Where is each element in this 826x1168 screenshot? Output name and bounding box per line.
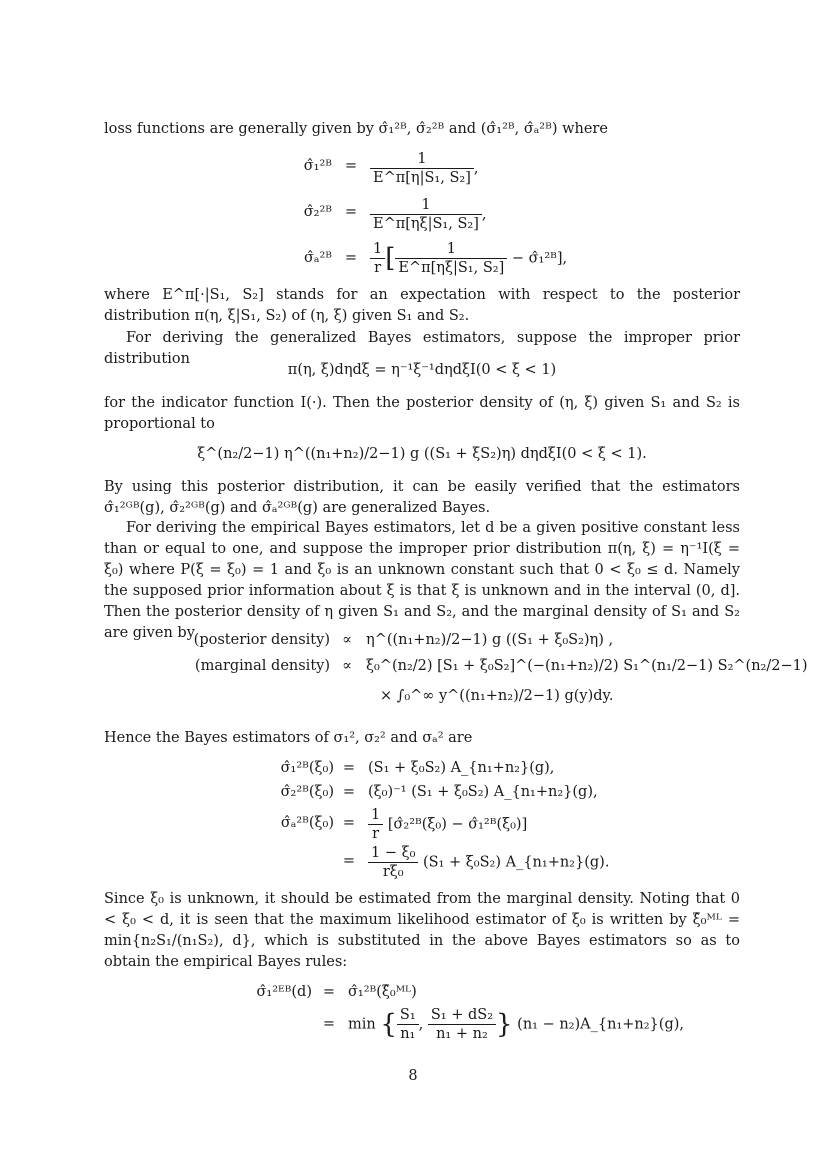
eq1-lhs-3: σ̂ₐ²ᴮ	[303, 250, 332, 266]
eq4-lhs-2: (marginal density)	[194, 658, 330, 674]
eq5-rel-3: =	[342, 815, 356, 831]
eq1-den-1: E^π[η|S₁, S₂]	[373, 170, 471, 186]
eq5-num-4: 1 − ξ₀	[368, 844, 418, 863]
eq5-lhs-1: σ̂₁²ᴮ(ξ₀)	[280, 760, 334, 776]
eq6-rhs-1: σ̂₁²ᴮ(ξ̂₀ᴹᴸ)	[348, 984, 417, 1000]
eq1-num-3: 1	[395, 240, 507, 259]
eq5-lhs-2: σ̂₂²ᴮ(ξ₀)	[280, 784, 334, 800]
eq1-rel-2: =	[344, 204, 358, 220]
eq6-rel-2: =	[322, 1016, 336, 1032]
eq1-den-2: E^π[ηξ|S₁, S₂]	[373, 216, 479, 232]
eq1-tail-1: ,	[473, 160, 479, 177]
eq6-min: min	[348, 1016, 376, 1033]
eq6-den-2: n₁ + n₂	[436, 1026, 488, 1042]
eq1-lhs-2: σ̂₂²ᴮ	[303, 204, 332, 220]
eq5-rhs-3: [σ̂₂²ᴮ(ξ₀) − σ̂₁²ᴮ(ξ₀)]	[387, 816, 528, 833]
eq1-num-2: 1	[370, 196, 482, 215]
eq5-lhs-3: σ̂ₐ²ᴮ(ξ₀)	[280, 815, 334, 831]
eq5-rhs-2: (ξ₀)⁻¹ (S₁ + ξ₀S₂) A_{n₁+n₂}(g),	[368, 784, 598, 800]
equation-posterior-proportional: ξ^(n₂/2−1) η^((n₁+n₂)/2−1) g ((S₁ + ξS₂)η) dηdξI(0 < ξ < 1).	[197, 446, 647, 462]
paragraph-hence-bayes: Hence the Bayes estimators of σ₁², σ₂² and σₐ² are	[104, 730, 473, 746]
paragraph-empirical-bayes: For deriving the empirical Bayes estimators, let d be a given positive constant less than or equal to one, and suppose the improper prior distribution π(η, ξ) = η⁻¹I(ξ = ξ₀) where P(ξ = ξ₀) = 1 and ξ₀ is an unknown constant such that 0 < ξ₀ ≤ d. Namely the supposed prior information about ξ is that ξ is unknown and in the interval (0, d]. Then the posterior density of η given S₁ and S₂, and the marginal density of S₁ and S₂ are given by	[104, 520, 740, 641]
eq5-rel-1: =	[342, 760, 356, 776]
eq5-den-4: rξ₀	[382, 864, 404, 880]
eq6-num-2: S₁ + dS₂	[428, 1006, 496, 1025]
paragraph-generalized-estimators: By using this posterior distribution, it can be easily verified that the estimators σ̂₁²ᴳᴮ(g), σ̂₂²ᴳᴮ(g) and σ̂ₐ²ᴳᴮ(g) are generalized Bayes.	[104, 479, 740, 516]
eq4-rel-1: ∝	[342, 632, 352, 648]
equation-improper-prior: π(η, ξ)dηdξ = η⁻¹ξ⁻¹dηdξI(0 < ξ < 1)	[287, 362, 557, 378]
eq5-num-3: 1	[368, 806, 383, 825]
eq1-preden-3: r	[374, 260, 382, 276]
eq1-prenum-3: 1	[370, 240, 385, 259]
eq5-rel-2: =	[342, 784, 356, 800]
eq6-den-1: n₁	[400, 1026, 416, 1042]
eq1-num-1: 1	[370, 150, 474, 169]
eq6-lhs-1: σ̂₁²ᴱᴮ(d)	[256, 984, 312, 1000]
eq4-rel-2: ∝	[342, 658, 352, 674]
page-number: 8	[408, 1068, 418, 1084]
eq1-den-3: E^π[ηξ|S₁, S₂]	[398, 260, 505, 276]
eq4-rhs-2: ξ₀^(n₂/2) [S₁ + ξ₀S₂]^(−(n₁+n₂)/2) S₁^(n₁/2−1) S₂^(n₂/2−1)	[366, 658, 808, 674]
eq6-rel-1: =	[322, 984, 336, 1000]
paragraph-intro: loss functions are generally given by σ̂₁²ᴮ, σ̂₂²ᴮ and (σ̂₁²ᴮ, σ̂ₐ²ᴮ) where	[104, 121, 608, 137]
paragraph-posterior-def: where E^π[·|S₁, S₂] stands for an expectation with respect to the posterior distribution π(η, ξ|S₁, S₂) of (η, ξ) given S₁ and S₂.	[104, 287, 740, 324]
eq6-num-1: S₁	[397, 1006, 419, 1025]
paragraph-ml-estimator: Since ξ₀ is unknown, it should be estimated from the marginal density. Noting that 0 < ξ₀ < d, it is seen that the maximum likelihood estimator of ξ₀ is written by ξ̂₀ᴹᴸ = min{n₂S₁/(n₁S₂), d}, which is substituted in the above Bayes estimators so as to obtain the empirical Bayes rules:	[104, 891, 740, 970]
eq5-rhs-1: (S₁ + ξ₀S₂) A_{n₁+n₂}(g),	[368, 760, 555, 776]
eq5-rhs-4: (S₁ + ξ₀S₂) A_{n₁+n₂}(g).	[423, 854, 610, 871]
paragraph-indicator: for the indicator function I(·). Then the posterior density of (η, ξ) given S₁ and S₂ is proportional to	[104, 395, 740, 432]
eq1-lhs-1: σ̂₁²ᴮ	[303, 158, 332, 174]
eq1-rel-1: =	[344, 158, 358, 174]
eq4-lhs-1: (posterior density)	[193, 632, 330, 648]
eq1-tail-2: ,	[481, 206, 487, 223]
eq4-rhs-3: × ∫₀^∞ y^((n₁+n₂)/2−1) g(y)dy.	[380, 688, 614, 704]
eq1-tail-3: − σ̂₁²ᴮ],	[511, 250, 568, 267]
eq6-rhs-2: (n₁ − n₂)A_{n₁+n₂}(g),	[517, 1016, 684, 1033]
eq1-rel-3: =	[344, 250, 358, 266]
paragraph-generalized-bayes: For deriving the generalized Bayes estimators, suppose the improper prior distribution	[104, 330, 740, 367]
eq5-rel-4: =	[342, 853, 356, 869]
eq5-den-3: r	[372, 826, 380, 842]
eq4-rhs-1: η^((n₁+n₂)/2−1) g ((S₁ + ξ₀S₂)η) ,	[366, 632, 614, 648]
